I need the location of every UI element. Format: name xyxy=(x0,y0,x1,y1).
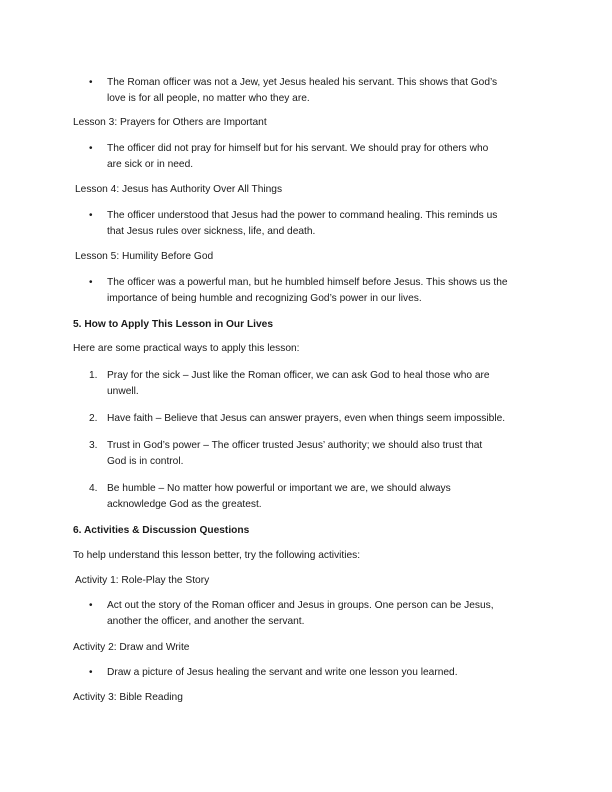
list-text: Have faith – Believe that Jesus can answer prayers, even when things seem impossible. xyxy=(107,413,506,424)
bullet-text: importance of being humble and recognizing God’s power in our lives. xyxy=(107,293,422,304)
bullet-text: love is for all people, no matter who they are. xyxy=(107,93,310,104)
lesson4-title: Lesson 4: Jesus has Authority Over All Things xyxy=(75,184,283,195)
bullet-icon: • xyxy=(89,210,93,221)
section5-intro: Here are some practical ways to apply this lesson: xyxy=(73,343,300,354)
list-number: 2. xyxy=(89,413,98,424)
section6-heading: 6. Activities & Discussion Questions xyxy=(73,525,250,536)
lesson3-title: Lesson 3: Prayers for Others are Important xyxy=(73,117,267,128)
list-number: 4. xyxy=(89,483,98,494)
bullet-icon: • xyxy=(89,143,93,154)
bullet-icon: • xyxy=(89,77,93,88)
activity2-title: Activity 2: Draw and Write xyxy=(73,642,190,653)
bullet-text: The officer understood that Jesus had the power to command healing. This reminds us xyxy=(107,210,498,221)
list-text: unwell. xyxy=(107,386,139,397)
list-text: God is in control. xyxy=(107,456,184,467)
bullet-icon: • xyxy=(89,667,93,678)
bullet-text: that Jesus rules over sickness, life, and death. xyxy=(107,226,316,237)
bullet-text: The Roman officer was not a Jew, yet Jesus healed his servant. This shows that God’s xyxy=(107,77,498,88)
section5-heading: 5. How to Apply This Lesson in Our Lives xyxy=(73,319,274,330)
bullet-text: The officer was a powerful man, but he humbled himself before Jesus. This shows us the xyxy=(107,277,508,288)
bullet-text: Act out the story of the Roman officer and Jesus in groups. One person can be Jesus, xyxy=(107,600,494,611)
bullet-icon: • xyxy=(89,600,93,611)
list-text: acknowledge God as the greatest. xyxy=(107,499,262,510)
list-number: 3. xyxy=(89,440,98,451)
bullet-text: another the officer, and another the servant. xyxy=(107,616,305,627)
list-number: 1. xyxy=(89,370,98,381)
section6-intro: To help understand this lesson better, try the following activities: xyxy=(73,550,361,561)
lesson5-title: Lesson 5: Humility Before God xyxy=(75,251,214,262)
bullet-text: Draw a picture of Jesus healing the servant and write one lesson you learned. xyxy=(107,667,458,678)
list-text: Pray for the sick – Just like the Roman officer, we can ask God to heal those who are xyxy=(107,370,490,381)
bullet-text: The officer did not pray for himself but for his servant. We should pray for others who xyxy=(107,143,489,154)
list-text: Be humble – No matter how powerful or important we are, we should always xyxy=(107,483,451,494)
bullet-text: are sick or in need. xyxy=(107,159,194,170)
activity1-title: Activity 1: Role-Play the Story xyxy=(75,575,210,586)
activity3-title: Activity 3: Bible Reading xyxy=(73,692,183,703)
list-text: Trust in God’s power – The officer trusted Jesus’ authority; we should also trust that xyxy=(107,440,483,451)
bullet-icon: • xyxy=(89,277,93,288)
